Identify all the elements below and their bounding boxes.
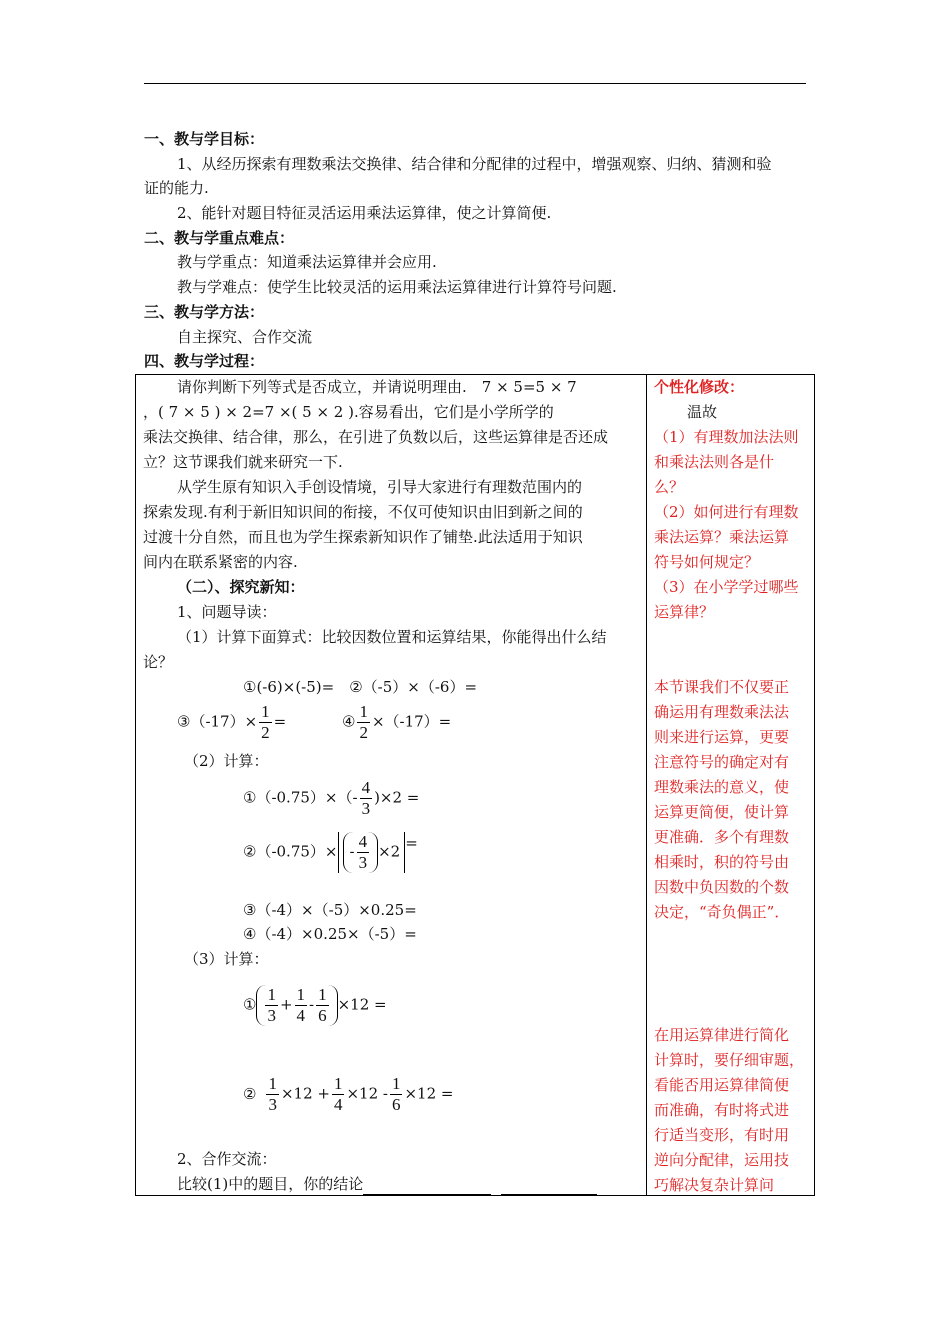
- review-q3: （3）在小学学过哪些: [654, 578, 799, 596]
- fraction-numerator: 1: [267, 985, 276, 1004]
- expr-4: [342, 702, 451, 743]
- calc-2-pre: ②（-0.75）: [243, 842, 325, 861]
- difficult-point: 教与学难点：使学生比较灵活的运用乘法运算律进行计算符号问题.: [177, 278, 617, 296]
- expr-3: [177, 702, 286, 743]
- review-q1-end: 么？: [654, 478, 685, 496]
- minus-sign: -: [309, 995, 315, 1014]
- fraction-numerator: 4: [361, 778, 371, 797]
- design-line-1: 从学生原有知识入手创设情境，引导大家进行有理数范围内的: [177, 478, 583, 496]
- review-label: 温故: [687, 403, 718, 421]
- fraction-denominator: 2: [261, 723, 270, 742]
- calc-5-pre: ①: [243, 995, 257, 1014]
- fraction: [295, 985, 308, 1026]
- review-q1: （1）有理数加法法则: [654, 428, 799, 446]
- design-line-2: 探索发现.有利于新旧知识间的衔接，不仅可使知识由旧到新之间的: [143, 503, 583, 521]
- fraction: [332, 1074, 345, 1115]
- review-q2-cont: 乘法运算？乘法运算: [654, 528, 790, 546]
- expr-1-2: ①(-6)×(-5)= ②（-5）×（-6）=: [243, 678, 478, 696]
- intro-line-2: ，( 7 × 5 ) × 2=7 ×( 5 × 2 ).容易看出，它们是小学所学的: [143, 403, 554, 421]
- fraction-numerator: 4: [358, 832, 368, 851]
- section-3-title: 三、教与学方法：: [144, 303, 265, 321]
- note-2-line-5: 行适当变形，有时用: [654, 1126, 790, 1144]
- review-q2-end: 符号如何规定？: [654, 553, 760, 571]
- note-1-line-3: 则来进行运算，更要: [654, 728, 790, 746]
- calc-3: ③（-4）×（-5）×0.25=: [243, 901, 417, 919]
- expr-3-pre: ③（-17）×: [177, 712, 258, 731]
- fraction-numerator: 1: [391, 1074, 401, 1093]
- cooperation-text: 比较(1)中的题目，你的结论: [177, 1175, 364, 1193]
- header-rule: [144, 83, 806, 84]
- note-2-line-6: 逆向分配律，运用技: [654, 1151, 790, 1169]
- fraction-denominator: 6: [318, 1006, 327, 1025]
- section-2-title: 二、教与学重点难点：: [144, 229, 295, 247]
- calc-2-times: ×2: [378, 842, 401, 861]
- note-1-line-2: 确运用有理数乘法法: [654, 703, 790, 721]
- square-bracket: [338, 832, 406, 873]
- calc-6-term-3: ×12 =: [404, 1084, 454, 1103]
- question-1-cont: 论？: [143, 653, 174, 671]
- note-2-line-3: 看能否用运算律简便: [654, 1076, 790, 1094]
- fraction-denominator: 3: [267, 1006, 276, 1025]
- calc-6-term-1: ×12 +: [280, 1084, 330, 1103]
- half-fraction: [357, 702, 370, 743]
- equals-sign: =: [405, 834, 418, 852]
- note-1-line-7: 更准确．多个有理数: [654, 828, 790, 846]
- review-q2: （2）如何进行有理数: [654, 503, 799, 521]
- expr-3-post: =: [273, 712, 287, 731]
- question-guide-title: 1、问题导读：: [177, 603, 277, 621]
- note-1-line-1: 本节课我们不仅要正: [654, 678, 790, 696]
- plus-sign: +: [279, 995, 293, 1014]
- fraction: [390, 1074, 403, 1115]
- fraction: [357, 832, 370, 873]
- note-1-line-4: 注意符号的确定对有: [654, 753, 790, 771]
- fraction-numerator: 1: [318, 985, 327, 1004]
- question-2: （2）计算：: [184, 752, 269, 770]
- calc-1-pre: ①（-0.75）×（-: [243, 788, 358, 807]
- calc-1-post: )×2 =: [374, 788, 420, 807]
- key-point: 教与学重点：知道乘法运算律并会应用.: [177, 253, 437, 271]
- fraction-numerator: 1: [296, 985, 306, 1004]
- design-line-4: 间内在联系紧密的内容.: [143, 553, 298, 571]
- calc-4: ④（-4）×0.25×（-5）=: [243, 925, 417, 943]
- fraction-numerator: 1: [333, 1074, 343, 1093]
- cooperation-prompt: [177, 1173, 597, 1195]
- note-1-line-6: 运算更简便，使计算: [654, 803, 790, 821]
- calc-6-pre: ②: [243, 1084, 257, 1103]
- review-q1-cont: 和乘法法则各是什: [654, 453, 775, 471]
- calc-6-term-2: ×12 -: [346, 1084, 388, 1103]
- note-1-line-10: 决定，“奇负偶正”．: [654, 903, 790, 921]
- fraction: [360, 778, 373, 819]
- subsection-title: （二）、探究新知：: [177, 578, 305, 596]
- answer-blank-2[interactable]: [501, 1180, 597, 1195]
- note-2-line-7: 巧解决复杂计算问: [654, 1176, 775, 1194]
- question-1: （1）计算下面算式：比较因数位置和运算结果，你能得出什么结: [177, 628, 607, 646]
- intro-line-4: 立？这节课我们就来研究一下.: [143, 453, 343, 471]
- calc-5-post: ×12 =: [337, 995, 387, 1014]
- half-fraction: [259, 702, 272, 743]
- fraction-numerator: 1: [268, 1074, 277, 1093]
- fraction-denominator: 4: [296, 1006, 306, 1025]
- cooperation-title: 2、合作交流：: [177, 1150, 277, 1168]
- fraction-denominator: 3: [268, 1095, 277, 1114]
- section-1-title: 一、教与学目标：: [144, 130, 265, 148]
- calc-2: [243, 832, 418, 873]
- table-column-divider: [646, 374, 647, 1196]
- calc-1: [243, 778, 419, 819]
- method: 自主探究、合作交流: [177, 328, 313, 346]
- objective-1-cont: 证的能力.: [144, 179, 209, 197]
- intro-line-3: 乘法交换律、结合律，那么，在引进了负数以后，这些运算律是否还成: [143, 428, 609, 446]
- calc-6: [243, 1074, 453, 1115]
- note-1-line-5: 理数乘法的意义，使: [654, 778, 790, 796]
- parenthesis: [343, 832, 379, 873]
- fraction: [316, 985, 329, 1026]
- fraction-numerator: 1: [261, 702, 270, 721]
- answer-blank-1[interactable]: [363, 1180, 491, 1195]
- expr-4-pre: ④: [342, 712, 356, 731]
- objective-2: 2、能针对题目特征灵活运用乘法运算律，使之计算简便.: [177, 204, 552, 222]
- note-2-line-2: 计算时，要仔细审题，: [654, 1051, 805, 1069]
- note-2-line-4: 而准确，有时将式进: [654, 1101, 790, 1119]
- intro-line-1: 请你判断下列等式是否成立，并请说明理由. 7 × 5=5 × 7: [177, 378, 577, 396]
- fraction-numerator: 1: [359, 702, 368, 721]
- question-3: （3）计算：: [184, 950, 269, 968]
- fraction-denominator: 2: [359, 723, 368, 742]
- calc-5: [243, 985, 387, 1026]
- design-line-3: 过渡十分自然，而且也为学生探索新知识作了铺垫.此法适用于知识: [143, 528, 583, 546]
- fraction: [266, 1074, 279, 1115]
- minus-sign: -: [349, 842, 355, 861]
- parenthesis: [256, 985, 337, 1026]
- fraction-denominator: 3: [361, 799, 371, 818]
- fraction-denominator: 6: [391, 1095, 401, 1114]
- fraction-denominator: 3: [358, 853, 368, 872]
- fraction-denominator: 4: [333, 1095, 343, 1114]
- note-1-line-9: 因数中负因数的个数: [654, 878, 790, 896]
- times-sign: ×: [324, 842, 338, 861]
- objective-1: 1、从经历探索有理数乘法交换律、结合律和分配律的过程中，增强观察、归纳、猜测和验: [177, 155, 772, 173]
- note-2-line-1: 在用运算律进行简化: [654, 1026, 790, 1044]
- section-4-title: 四、教与学过程：: [144, 352, 265, 370]
- fraction: [265, 985, 278, 1026]
- note-1-line-8: 相乘时，积的符号由: [654, 853, 790, 871]
- review-q3-end: 运算律？: [654, 603, 715, 621]
- expr-4-post: ×（-17）=: [371, 712, 452, 731]
- personalized-title: 个性化修改：: [654, 378, 745, 396]
